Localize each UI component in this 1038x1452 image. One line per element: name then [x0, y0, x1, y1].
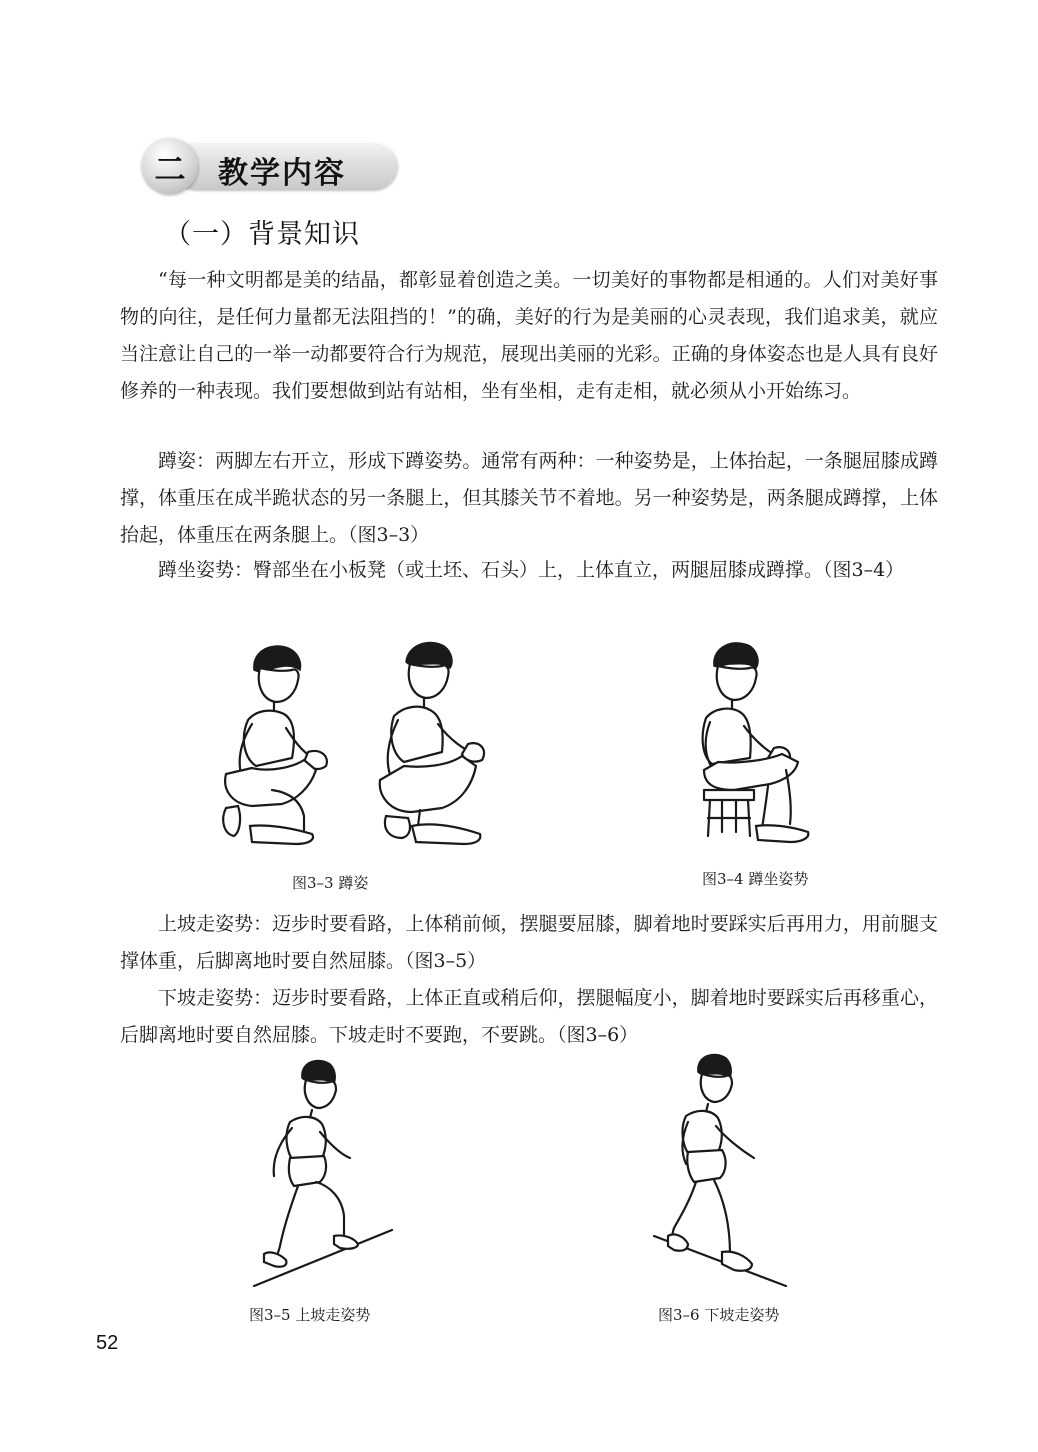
walking-downhill-illustration	[648, 1050, 798, 1290]
paragraph-intro: “每一种文明都是美的结晶，都彰显着创造之美。一切美好的事物都是相通的。人们对美好事物的向往，是任何力量都无法阻挡的！”的确，美好的行为是美丽的心灵表现，我们追求美，就应当注意让自己的一举一动都要符合行为规范，展现出美丽的光彩。正确的身体姿态也是人具有良好修养的一种表现。我们要想做到站有站相，坐有坐相，走有走相，就必须从小开始练习。	[120, 269, 938, 402]
walking-uphill-illustration	[250, 1058, 400, 1290]
section-number: 二	[154, 151, 186, 188]
section-number-badge	[142, 138, 198, 194]
page-number: 52	[96, 1332, 119, 1354]
figure-caption-3-3: 图3–3 蹲姿	[292, 874, 369, 892]
figure-caption-3-6: 图3–6 下坡走姿势	[658, 1306, 780, 1324]
sitting-on-stool-illustration	[694, 640, 824, 850]
squatting-boys-illustration	[212, 640, 502, 850]
section-title: 教学内容	[218, 156, 346, 191]
boy-full-squat	[380, 643, 484, 844]
paragraph-downhill: 下坡走姿势：迈步时要看路，上体正直或稍后仰，摆腿幅度小，脚着地时要踩实后再移重心，后脚离地时要自然屈膝。下坡走时不要跑，不要跳。（图3–6）	[120, 987, 938, 1046]
paragraph-squat: 蹲姿：两脚左右开立，形成下蹲姿势。通常有两种：一种姿势是，上体抬起，一条腿屈膝成蹲撑，体重压在成半跪状态的另一条腿上，但其膝关节不着地。另一种姿势是，两条腿成蹲撑，上体抬起，体重压在两条腿上。（图3–3）	[120, 450, 938, 546]
figure-caption-3-5: 图3–5 上坡走姿势	[249, 1306, 371, 1324]
boy-half-kneel	[223, 646, 327, 844]
subsection-title: （一）背景知识	[164, 219, 360, 250]
section-header	[142, 138, 398, 194]
paragraph-squat-sit: 蹲坐姿势：臀部坐在小板凳（或土坯、石头）上，上体直立，两腿屈膝成蹲撑。（图3–4）	[158, 559, 905, 581]
figure-caption-3-4: 图3–4 蹲坐姿势	[702, 870, 809, 888]
paragraph-uphill: 上坡走姿势：迈步时要看路，上体稍前倾，摆腿要屈膝，脚着地时要踩实后再用力，用前腿支撑体重，后脚离地时要自然屈膝。（图3–5）	[120, 913, 938, 972]
